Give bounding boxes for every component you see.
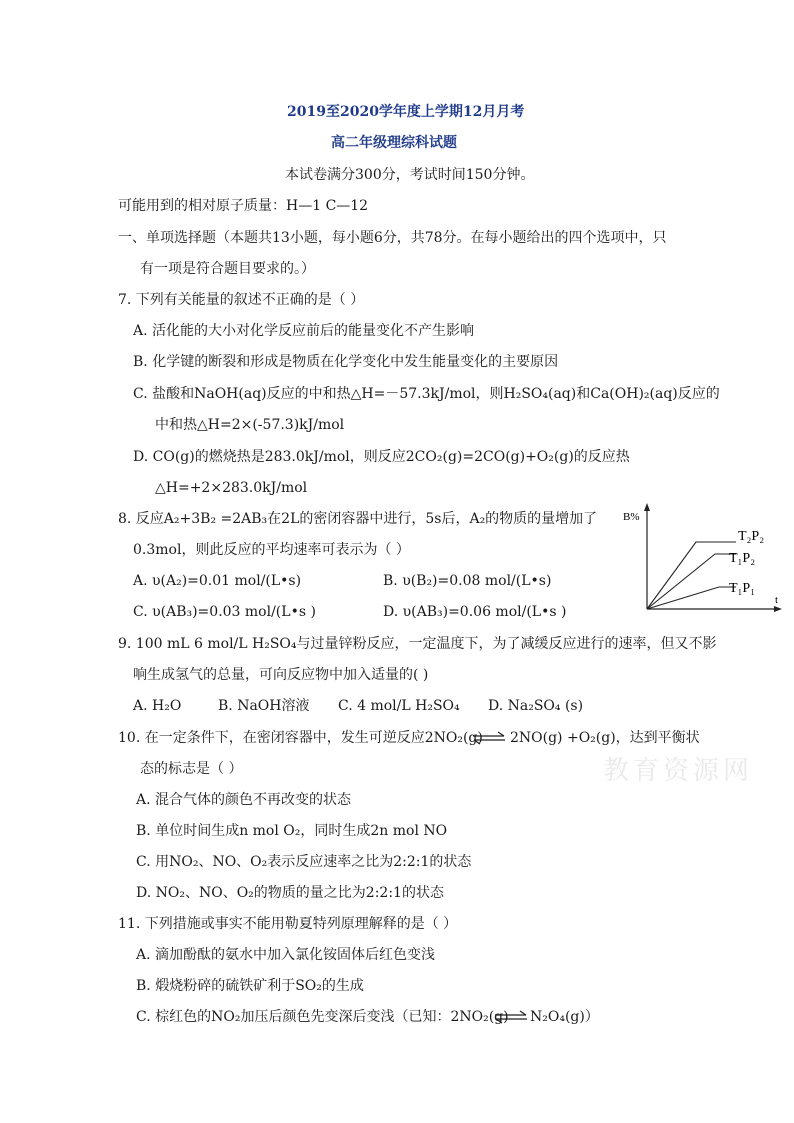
q8-option-b: B. υ(B₂)=0.08 mol/(L•s) [383,573,552,589]
b-percent-time-graph [618,500,786,616]
q9-option-a: A. H₂O [133,698,182,714]
exam-info: 本试卷满分300分，考试时间150分钟。 [285,167,535,183]
q10-stem-cont: 态的标志是（ ） [140,761,243,777]
q10-stem-right: 2NO(g) +O₂(g)，达到平衡状 [510,730,700,746]
label-t2p2: T₂P₂ [738,529,765,544]
q10-option-a: A. 混合气体的颜色不再改变的状态 [136,792,352,808]
equilibrium-arrow-icon-2 [494,1010,528,1024]
curve-t2p2 [647,542,736,609]
q11-option-a: A. 滴加酚酞的氨水中加入氯化铵固体后红色变浅 [136,947,436,963]
x-axis-label: t [775,594,779,606]
q10-option-b: B. 单位时间生成n mol O₂，同时生成2n mol NO [136,823,448,839]
q10-option-c: C. 用NO₂、NO、O₂表示反应速率之比为2:2:1的状态 [136,854,472,870]
q7-option-d: D. CO(g)的燃烧热是283.0kJ/mol，则反应2CO₂(g)=2CO(g)+O₂(g)的反应热 [133,449,630,465]
q7-option-c: C. 盐酸和NaOH(aq)反应的中和热△H=－57.3kJ/mol，则H₂SO₄(aq)和Ca(OH)₂(aq)反应的 [133,386,720,402]
watermark: 教育资源网 [603,756,754,786]
q9-stem: 9. 100 mL 6 mol/L H₂SO₄与过量锌粉反应，一定温度下，为了减缓反应进行的速率，但又不影 [118,636,717,652]
q7-stem: 7. 下列有关能量的叙述不正确的是（ ） [118,292,365,308]
q8-stem-cont: 0.3mol，则此反应的平均速率可表示为（ ） [133,542,410,558]
equilibrium-arrow-icon [472,731,506,745]
exam-subtitle: 高二年级理综科试题 [331,135,457,151]
q11-option-b: B. 煅烧粉碎的硫铁矿利于SO₂的生成 [136,978,364,994]
q9-stem-cont: 响生成氢气的总量，可向反应物中加入适量的( ) [133,667,429,683]
q11-stem: 11. 下列措施或事实不能用勒夏特列原理解释的是（ ） [118,916,458,932]
y-axis-arrow [644,503,650,511]
y-axis-label: B% [623,511,640,523]
q11-option-c: C. 棕红色的NO₂加压后颜色先变深后变浅（已知：2NO₂(g) [136,1009,509,1025]
atomic-mass-line: 可能用到的相对原子质量：H—1 C—12 [118,198,369,214]
q7-option-d-cont: △H=+2×283.0kJ/mol [155,480,308,496]
exam-title: 2019至2020学年度上学期12月月考 [287,104,525,120]
q7-option-b: B. 化学键的断裂和形成是物质在化学变化中发生能量变化的主要原因 [133,354,559,370]
label-t1p1: T₁P₁ [729,581,756,596]
q7-option-c-cont: 中和热△H=2×(-57.3)kJ/mol [155,417,345,433]
q10-option-d: D. NO₂、NO、O₂的物质的量之比为2:2:1的状态 [136,885,444,901]
section-heading-cont: 有一项是符合题目要求的。） [140,261,315,277]
q9-option-c: C. 4 mol/L H₂SO₄ [338,698,460,714]
q11-option-c-right: N₂O₄(g)） [530,1009,599,1025]
section-heading: 一、单项选择题（本题共13小题，每小题6分，共78分。在每小题给出的四个选项中，只 [118,230,667,246]
q7-option-a: A. 活化能的大小对化学反应前后的能量变化不产生影响 [133,323,475,339]
q9-option-b: B. NaOH溶液 [218,698,310,714]
label-t1p2: T₁P₂ [729,551,756,566]
q8-option-a: A. υ(A₂)=0.01 mol/(L•s) [133,573,302,589]
q10-stem: 10. 在一定条件下，在密闭容器中，发生可逆反应2NO₂(g) [118,730,483,746]
curve-t1p2 [647,554,736,609]
q8-option-d: D. υ(AB₃)=0.06 mol/(L•s ) [383,604,567,620]
q9-option-d: D. Na₂SO₄ (s) [488,698,584,714]
q8-option-c: C. υ(AB₃)=0.03 mol/(L•s ) [133,604,316,620]
q8-stem: 8. 反应A₂+3B₂ =2AB₃在2L的密闭容器中进行，5s后，A₂的物质的量增加了 [118,511,598,527]
x-axis-arrow [774,606,782,612]
